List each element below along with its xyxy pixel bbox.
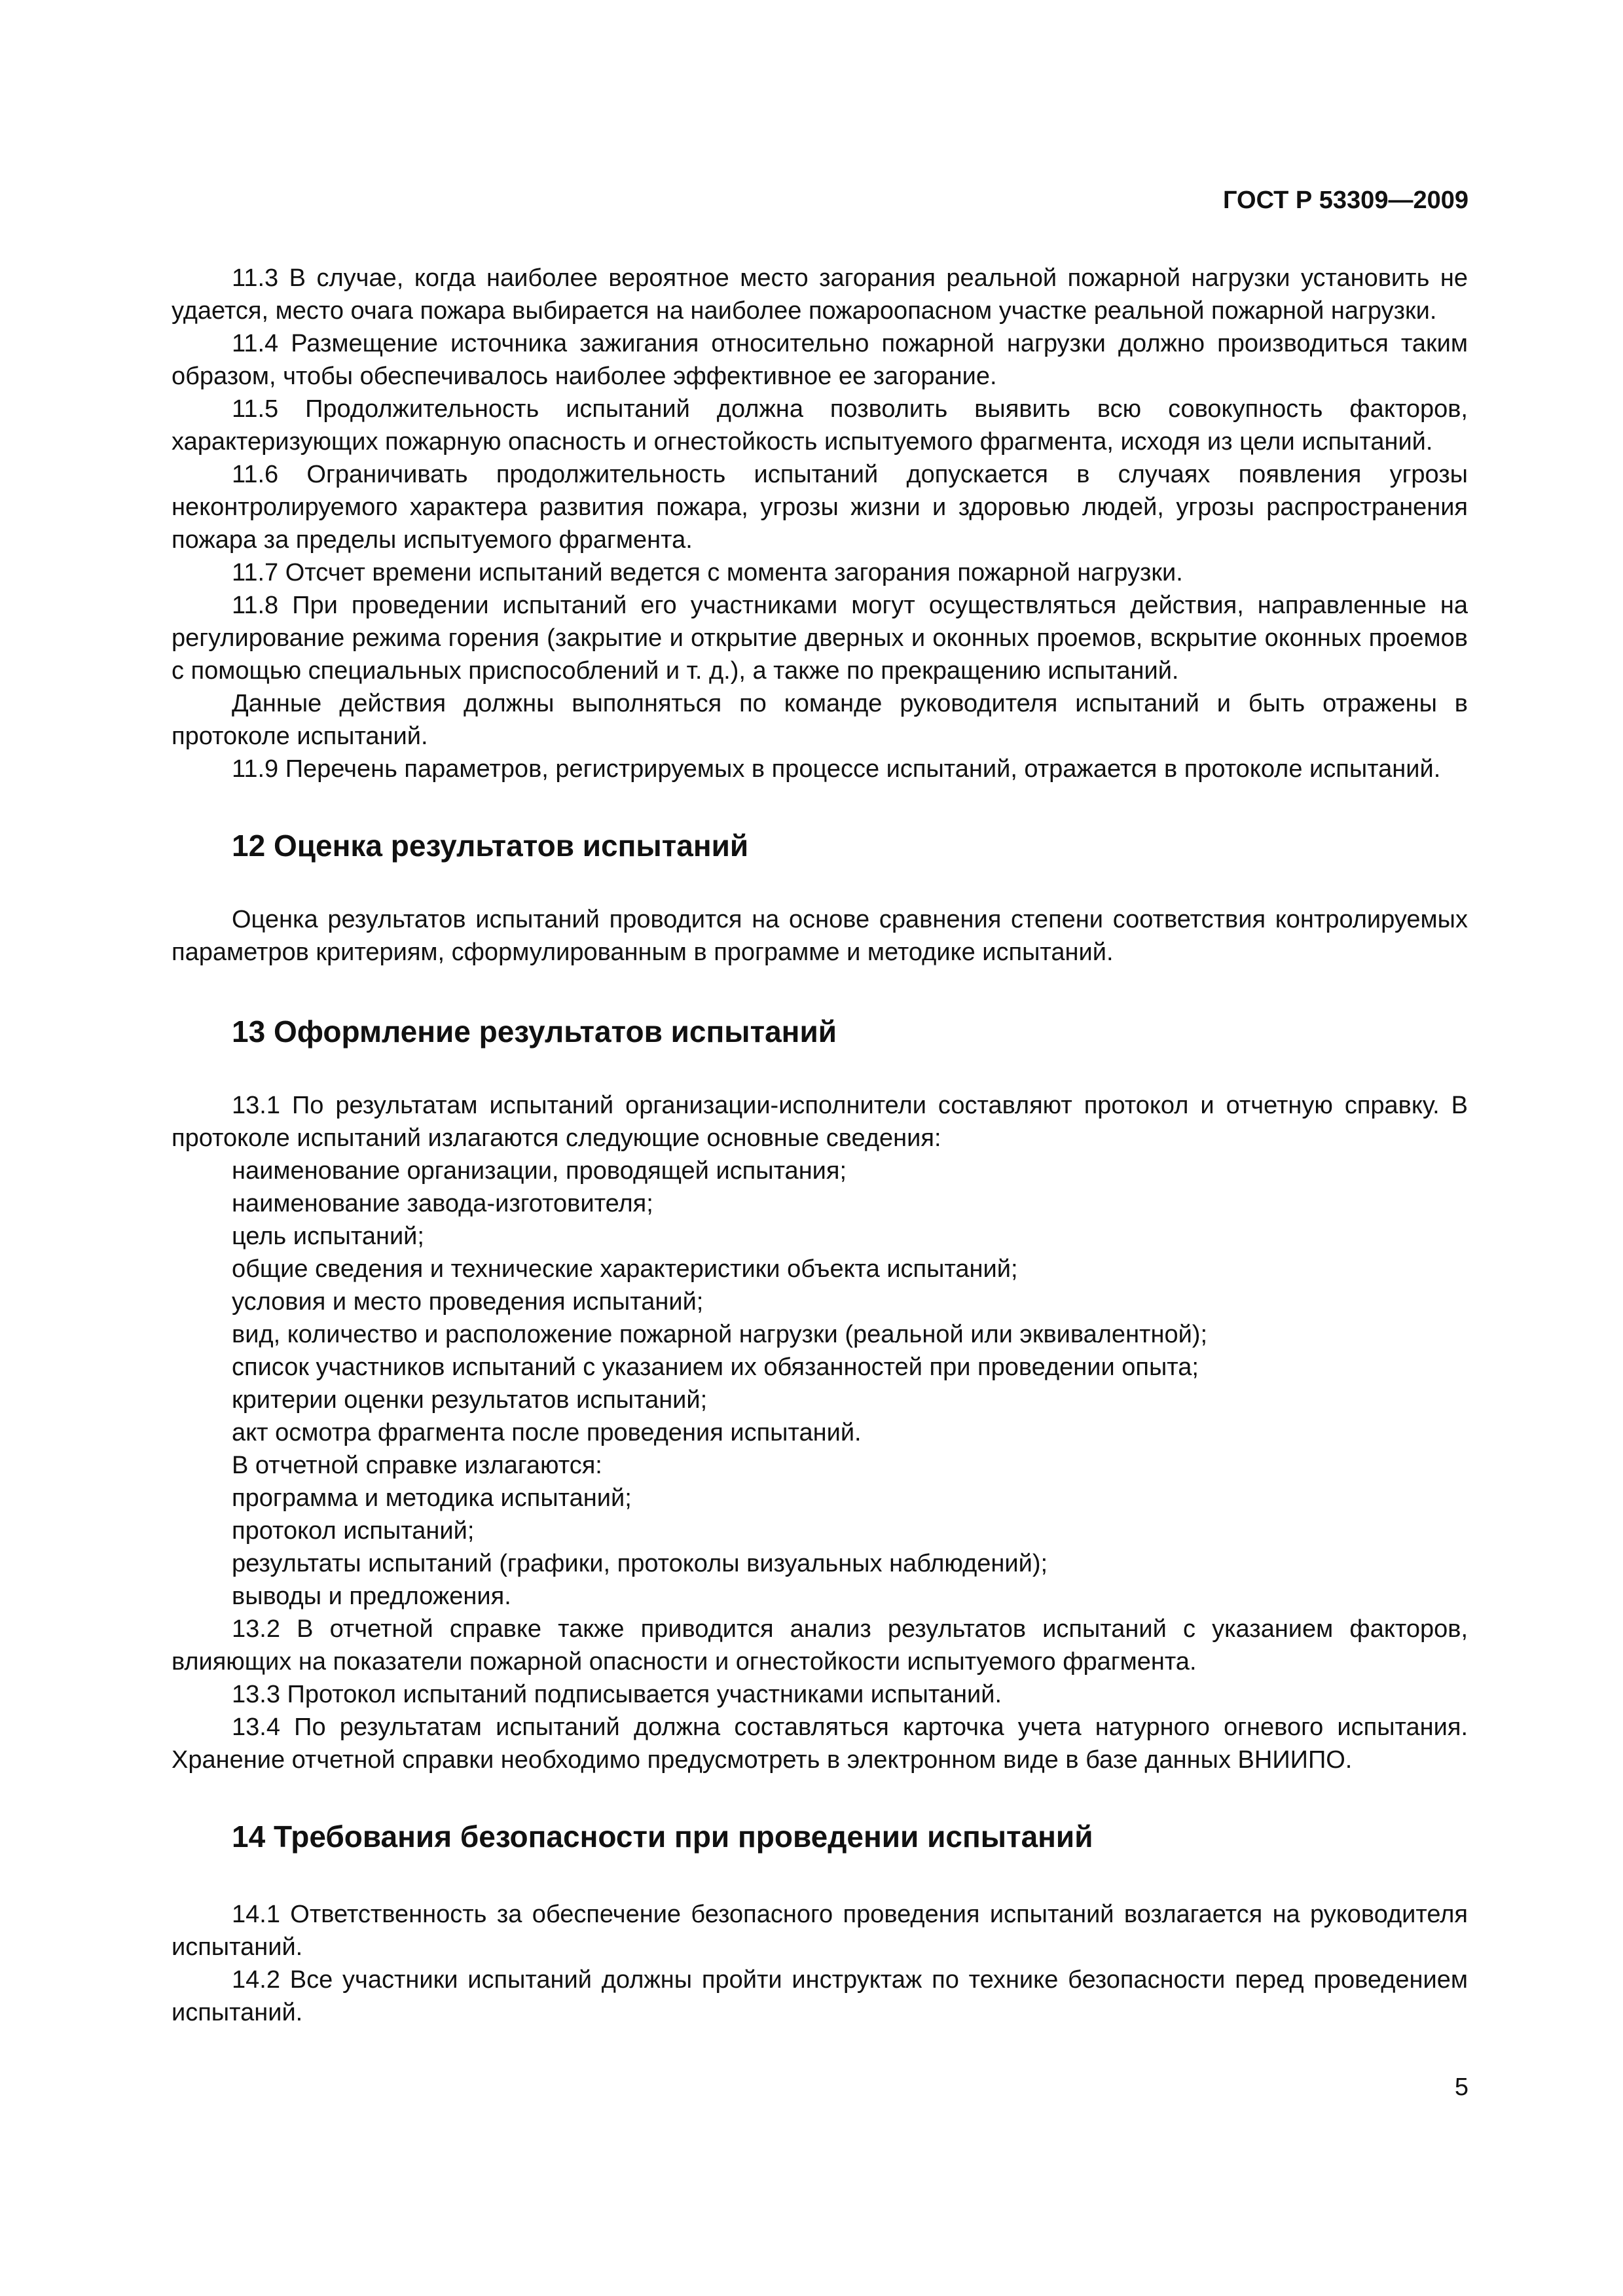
document-code: ГОСТ Р 53309—2009 (1223, 187, 1468, 214)
section-13-heading: 13 Оформление результатов испытаний (232, 1014, 837, 1049)
page-number: 5 (1454, 2073, 1468, 2101)
page-body (172, 262, 1468, 2029)
report-item: программа и методика испытаний; (232, 1484, 632, 1512)
report-item: выводы и предложения. (232, 1583, 511, 1610)
clause-11-8-continued: Данные действия должны выполняться по команде руководителя испытаний и быть отражены в протоколе испытаний. (172, 690, 1468, 750)
clause-13-4: 13.4 По результатам испытаний должна составляться карточка учета натурного огневого испытания. Хранение отчетной справки необходимо предусмотреть в электронном виде в базе данных ВНИИПО. (172, 1713, 1468, 1774)
protocol-item: условия и место проведения испытаний; (232, 1288, 704, 1316)
protocol-item: общие сведения и технические характеристики объекта испытаний; (232, 1255, 1018, 1283)
section-12-paragraph: Оценка результатов испытаний проводится на основе сравнения степени соответствия контролируемых параметров критериям, сформулированным в программе и методике испытаний. (172, 906, 1468, 966)
clause-14-2: 14.2 Все участники испытаний должны пройти инструктаж по технике безопасности перед проведением испытаний. (172, 1966, 1468, 2026)
protocol-item: критерии оценки результатов испытаний; (232, 1386, 708, 1414)
clause-11-3: 11.3 В случае, когда наиболее вероятное место загорания реальной пожарной нагрузки установить не удается, место очага пожара выбирается на наиболее пожароопасном участке реальной пожарной нагрузки. (172, 264, 1468, 325)
protocol-item: цель испытаний; (232, 1223, 424, 1250)
report-item: результаты испытаний (графики, протоколы визуальных наблюдений); (232, 1550, 1048, 1577)
clause-11-8: 11.8 При проведении испытаний его участниками могут осуществляться действия, направленные на регулирование режима горения (закрытие и открытие дверных и оконных проемов, вскрытие оконных проемов с помощью специальных приспособлений и т. д.), а также по прекращению испытаний. (172, 592, 1468, 685)
protocol-item: вид, количество и расположение пожарной нагрузки (реальной или эквивалентной); (232, 1321, 1208, 1348)
report-item: протокол испытаний; (232, 1517, 475, 1545)
clause-14-1: 14.1 Ответственность за обеспечение безопасного проведения испытаний возлагается на руководителя испытаний. (172, 1901, 1468, 1961)
protocol-item: наименование завода-изготовителя; (232, 1190, 653, 1217)
clause-11-4: 11.4 Размещение источника зажигания относительно пожарной нагрузки должно производиться таким образом, чтобы обеспечивалось наиболее эффективное ее загорание. (172, 330, 1468, 390)
clause-11-9: 11.9 Перечень параметров, регистрируемых в процессе испытаний, отражается в протоколе испытаний. (232, 755, 1441, 783)
clause-13-1: 13.1 По результатам испытаний организации-исполнители составляют протокол и отчетную справку. В протоколе испытаний излагаются следующие основные сведения: (172, 1092, 1468, 1152)
section-14-heading: 14 Требования безопасности при проведении испытаний (232, 1820, 1093, 1854)
clause-11-7: 11.7 Отсчет времени испытаний ведется с момента загорания пожарной нагрузки. (232, 559, 1183, 586)
clause-13-2: 13.2 В отчетной справке также приводится анализ результатов испытаний с указанием факторов, влияющих на показатели пожарной опасности и огнестойкости испытуемого фрагмента. (172, 1615, 1468, 1676)
report-intro: В отчетной справке излагаются: (232, 1452, 602, 1479)
clause-13-3: 13.3 Протокол испытаний подписывается участниками испытаний. (232, 1681, 1002, 1708)
protocol-item: список участников испытаний с указанием их обязанностей при проведении опыта; (232, 1354, 1199, 1381)
protocol-item: наименование организации, проводящей испытания; (232, 1157, 847, 1185)
protocol-item: акт осмотра фрагмента после проведения испытаний. (232, 1419, 862, 1446)
clause-11-6: 11.6 Ограничивать продолжительность испытаний допускается в случаях появления угрозы неконтролируемого характера развития пожара, угрозы жизни и здоровью людей, угрозы распространения пожара за пределы испытуемого фрагмента. (172, 461, 1468, 554)
section-12-heading: 12 Оценка результатов испытаний (232, 829, 749, 863)
clause-11-5: 11.5 Продолжительность испытаний должна позволить выявить всю совокупность факторов, характеризующих пожарную опасность и огнестойкость испытуемого фрагмента, исходя из цели испытаний. (172, 395, 1468, 456)
